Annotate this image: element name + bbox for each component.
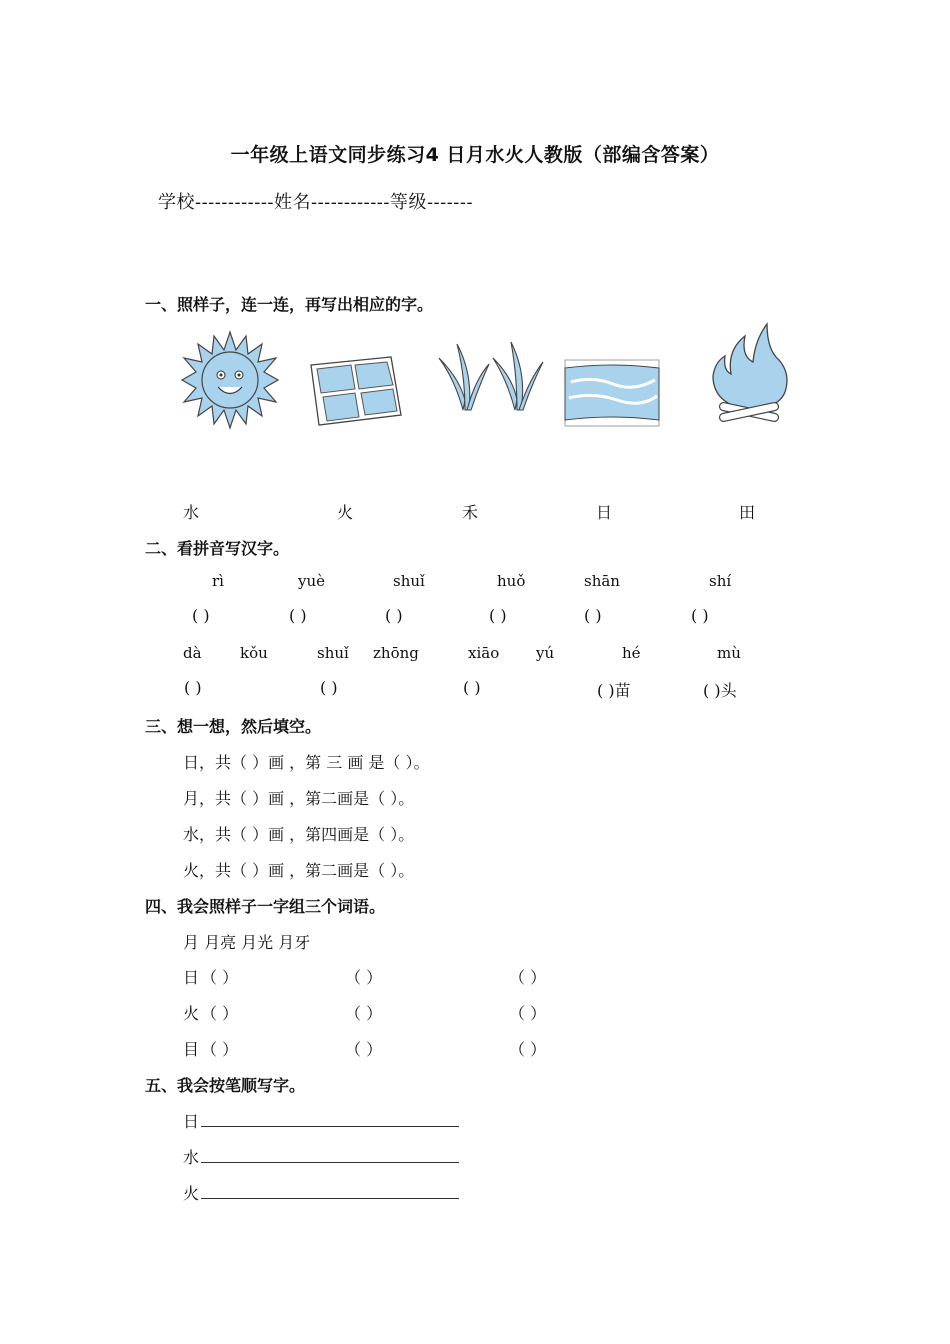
section-2-heading: 二、看拼音写汉字。 xyxy=(145,539,290,558)
stroke-char: 火 xyxy=(183,1184,200,1203)
section-4-heading: 四、我会照样子一字组三个词语。 xyxy=(145,897,386,916)
fire-picture xyxy=(705,320,795,430)
word-blank[interactable]: （ ） xyxy=(345,968,383,987)
answer-blank[interactable]: ( ) xyxy=(691,606,709,625)
pinyin: yú xyxy=(536,644,555,662)
stroke-order-line xyxy=(183,1145,459,1168)
answer-blank[interactable]: ( ) xyxy=(320,678,338,697)
fill-line[interactable]: 火，共（ ）画 ，第二画是（ ）。 xyxy=(183,861,415,880)
answer-blank[interactable]: ( ) xyxy=(584,606,602,625)
writing-line[interactable] xyxy=(201,1148,459,1163)
fill-line[interactable]: 月，共（ ）画 ，第二画是（ ）。 xyxy=(183,789,415,808)
word-blank[interactable]: （ ） xyxy=(201,1040,239,1059)
word-blank[interactable]: （ ） xyxy=(201,968,239,987)
sun-face xyxy=(202,352,258,408)
answer-blank[interactable]: ( )头 xyxy=(703,681,737,700)
writing-line[interactable] xyxy=(201,1184,459,1199)
stroke-order-line xyxy=(183,1181,459,1204)
stroke-order-line xyxy=(183,1109,459,1132)
pinyin: zhōng xyxy=(373,644,419,662)
answer-blank[interactable]: ( ) xyxy=(489,606,507,625)
pinyin: shuǐ xyxy=(393,572,425,590)
answer-blank[interactable]: ( ) xyxy=(192,606,210,625)
stroke-char: 水 xyxy=(183,1148,200,1167)
match-char: 禾 xyxy=(462,503,479,522)
match-char: 日 xyxy=(596,503,613,522)
word-blank[interactable]: （ ） xyxy=(345,1004,383,1023)
match-char: 水 xyxy=(183,503,200,522)
writing-line[interactable] xyxy=(201,1112,459,1127)
pinyin: yuè xyxy=(298,572,326,590)
word-row-char: 火 xyxy=(183,1004,200,1023)
water-picture xyxy=(563,358,663,430)
pinyin: dà xyxy=(183,644,202,662)
pinyin: kǒu xyxy=(240,644,268,662)
word-blank[interactable]: （ ） xyxy=(509,1040,547,1059)
fill-line[interactable]: 水，共（ ）画 ，第四画是（ ）。 xyxy=(183,825,415,844)
match-char: 火 xyxy=(337,503,354,522)
info-line: 学校------------姓名------------等级------- xyxy=(158,192,474,213)
pinyin: mù xyxy=(717,644,741,662)
fill-line[interactable]: 日，共（ ）画 ，第 三 画 是（ ）。 xyxy=(183,753,430,772)
answer-blank[interactable]: ( ) xyxy=(289,606,307,625)
word-row-char: 目 xyxy=(183,1040,200,1059)
answer-blank[interactable]: ( )苗 xyxy=(597,681,631,700)
pinyin: hé xyxy=(622,644,641,662)
match-char: 田 xyxy=(739,503,756,522)
example-line: 月 月亮 月光 月牙 xyxy=(183,933,311,952)
pinyin: xiāo xyxy=(468,644,500,662)
word-row-char: 日 xyxy=(183,968,200,987)
field-picture xyxy=(305,355,405,427)
word-blank[interactable]: （ ） xyxy=(201,1004,239,1023)
word-blank[interactable]: （ ） xyxy=(509,968,547,987)
pinyin: shí xyxy=(709,572,732,590)
word-blank[interactable]: （ ） xyxy=(345,1040,383,1059)
sun-picture xyxy=(180,330,280,430)
section-5-heading: 五、我会按笔顺写字。 xyxy=(145,1076,306,1095)
section-3-heading: 三、想一想，然后填空。 xyxy=(145,717,322,736)
pinyin: shān xyxy=(584,572,620,590)
answer-blank[interactable]: ( ) xyxy=(184,678,202,697)
pinyin: rì xyxy=(212,572,224,590)
pinyin: shuǐ xyxy=(317,644,349,662)
stroke-char: 日 xyxy=(183,1112,200,1131)
answer-blank[interactable]: ( ) xyxy=(385,606,403,625)
word-blank[interactable]: （ ） xyxy=(509,1004,547,1023)
answer-blank[interactable]: ( ) xyxy=(463,678,481,697)
grain-picture xyxy=(435,340,545,412)
pinyin: huǒ xyxy=(497,572,526,590)
page-title: 一年级上语文同步练习4 日月水火人教版（部编含答案） xyxy=(230,144,720,166)
section-1-heading: 一、照样子，连一连，再写出相应的字。 xyxy=(145,295,434,314)
